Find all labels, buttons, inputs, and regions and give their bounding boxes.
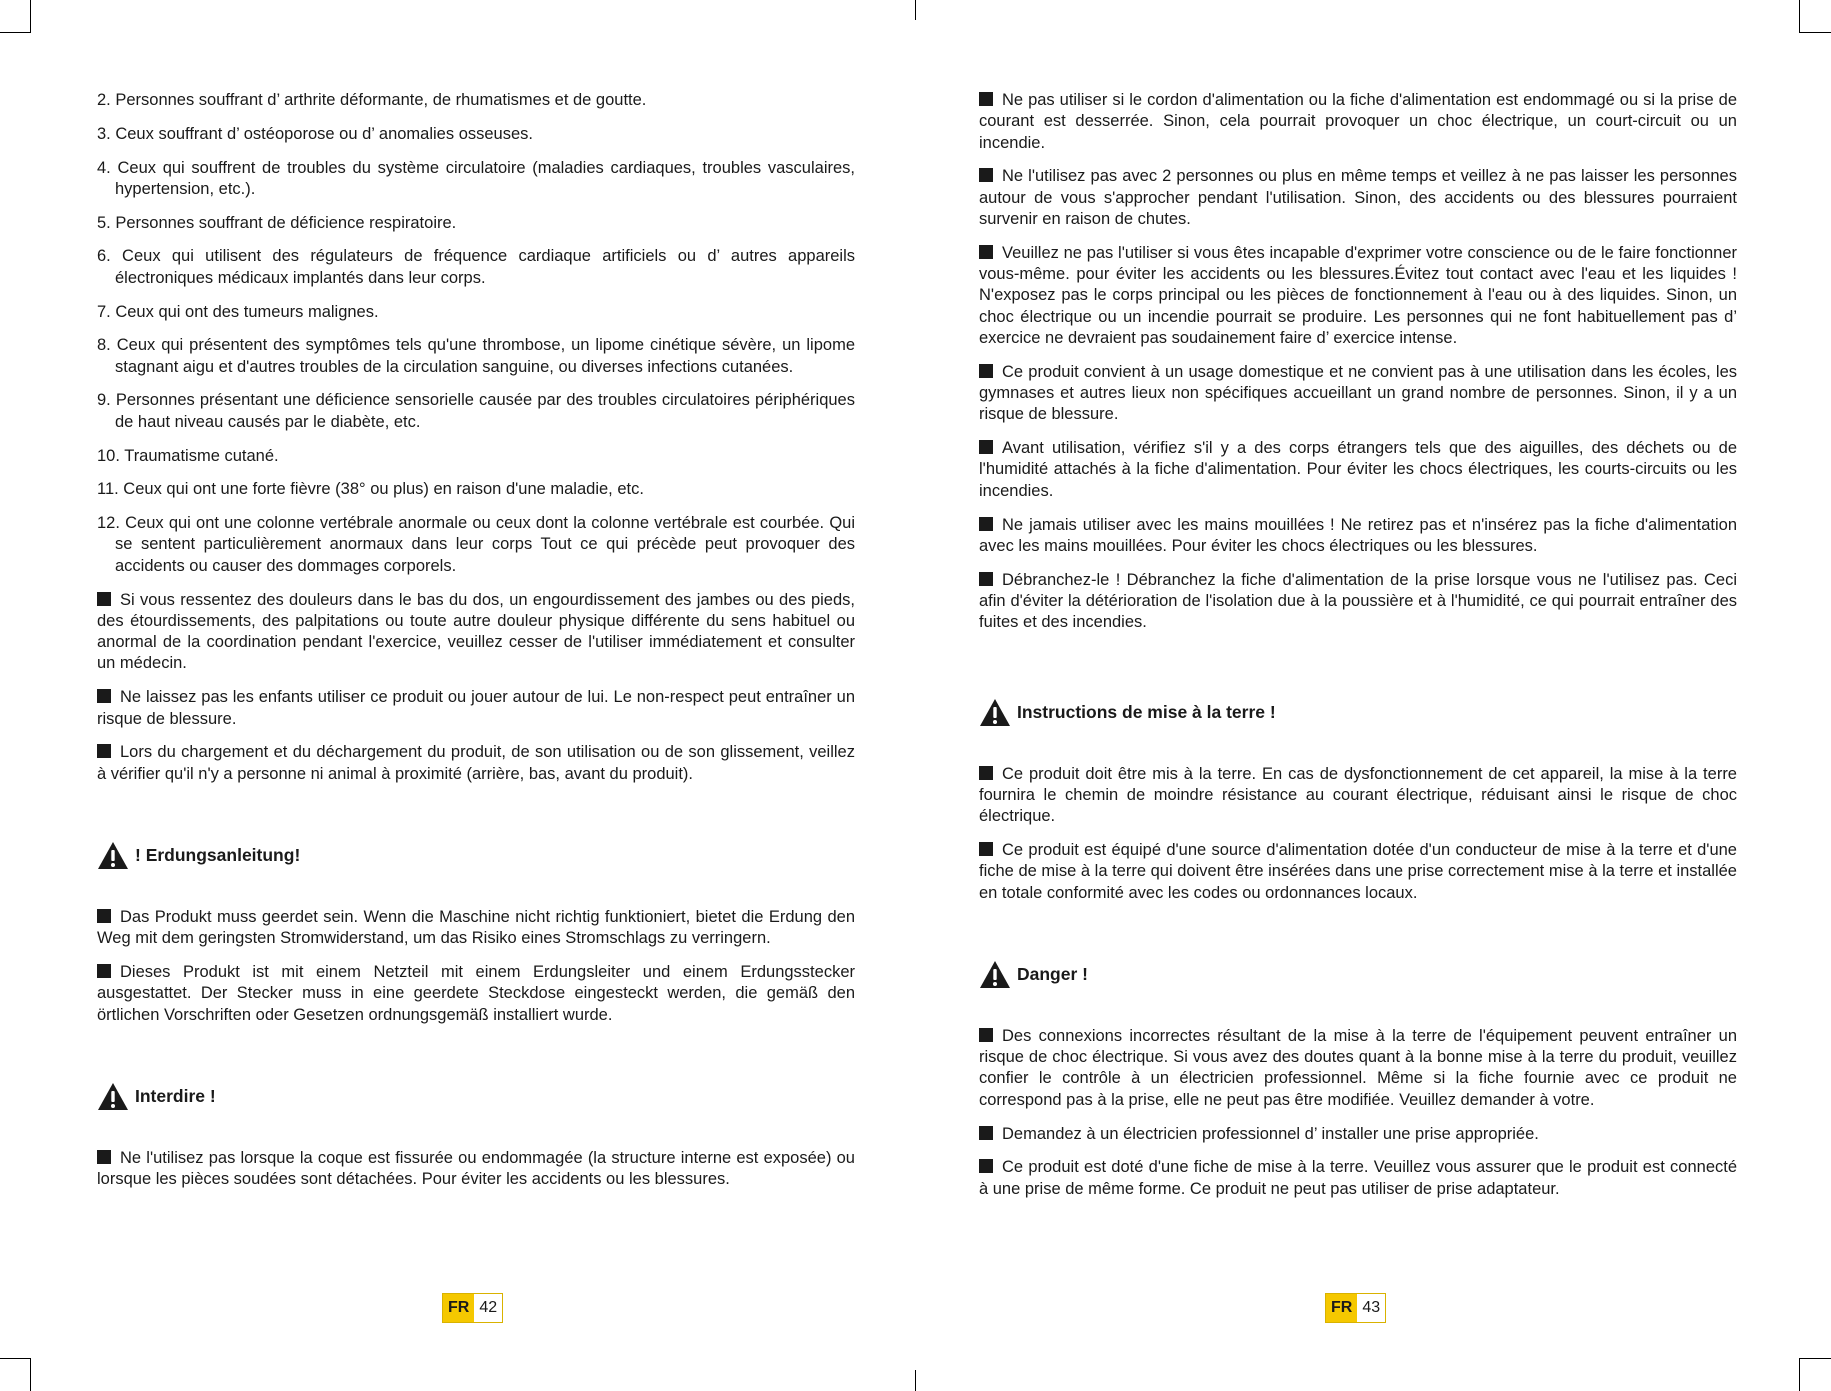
- crop-mark: [1799, 1358, 1831, 1359]
- bullet-paragraph: [97, 590, 855, 675]
- crop-mark: [0, 32, 31, 33]
- bullet-paragraph: [979, 1124, 1737, 1145]
- section-heading-erdung: [97, 841, 855, 871]
- contraindication-list: [97, 90, 855, 577]
- bullet-text: Veuillez ne pas l'utiliser si vous êtes incapable d'exprimer votre conscience ou de le faire fonctionner vous-même. pour éviter les accidents ou les blessures.Évitez tout contact avec l'eau et les liquides ! N'exposez pas le corps principal ou les pièces de fonctionnement à l'eau ou à des liquides. Sinon, un choc électrique ou un incendie pourrait se produire. Les personnes qui ne font habituellement pas d’ exercice ne devraient pas soudainement faire d’ exercice intense.: [979, 243, 1737, 347]
- square-bullet-icon: [979, 1159, 993, 1173]
- bullet-text: Ne pas utiliser si le cordon d'alimentation ou la fiche d'alimentation est endommagé ou si la prise de courant est desserrée. Sinon, cela pourrait provoquer un choc électrique, un court-circuit ou un incendie.: [979, 91, 1737, 152]
- section-heading-danger: [979, 960, 1737, 990]
- warning-triangle-icon: [979, 698, 1011, 727]
- square-bullet-icon: [979, 440, 993, 454]
- square-bullet-icon: [97, 689, 111, 703]
- bullet-text: Si vous ressentez des douleurs dans le bas du dos, un engourdissement des jambes ou des pieds, des étourdissements, des palpitations ou toute autre douleur physique différente du sens habituel ou anormal de la coordination pendant l'exercice, veuillez cesser de l'utiliser immédiatement et consulter un médecin.: [97, 590, 855, 673]
- page-number: 43: [1357, 1294, 1385, 1322]
- list-item: 6. Ceux qui utilisent des régulateurs de fréquence cardiaque artificiels ou d’ autres appareils électroniques médicaux implantés dans leur corps.: [97, 247, 855, 287]
- page-footer-left: [442, 1293, 503, 1323]
- bullet-paragraph: [979, 570, 1737, 634]
- crop-mark: [915, 0, 916, 20]
- list-item: 2. Personnes souffrant d’ arthrite déformante, de rhumatismes et de goutte.: [97, 91, 647, 109]
- bullet-text: Lors du chargement et du déchargement du produit, de son utilisation ou de son glissement, veillez à vérifier qu'il n'y a personne ni animal à proximité (arrière, bas, avant du produit).: [97, 743, 855, 783]
- left-page: [97, 90, 855, 1203]
- bullet-paragraph: [979, 166, 1737, 230]
- section-title: ! Erdungsanleitung!: [135, 845, 301, 866]
- square-bullet-icon: [979, 1126, 993, 1140]
- right-page: [979, 90, 1737, 1212]
- crop-mark: [1799, 0, 1800, 32]
- bullet-text: Ce produit est équipé d'une source d'alimentation dotée d'un conducteur de mise à la terre et d'une fiche de mise à la terre qui doivent être insérées dans une prise correctement mise à la terre et installée en totale conformité avec les codes ou ordonnances locaux.: [979, 840, 1737, 902]
- square-bullet-icon: [979, 766, 993, 780]
- crop-mark: [30, 1358, 31, 1391]
- bullet-paragraph: [97, 1148, 855, 1191]
- bullet-text: Das Produkt muss geerdet sein. Wenn die Maschine nicht richtig funktioniert, bietet die Erdung den Weg mit dem geringsten Stromwiderstand, um das Risiko eines Stromschlags zu verringern.: [97, 907, 855, 948]
- square-bullet-icon: [979, 364, 993, 378]
- bullet-text: Des connexions incorrectes résultant de la mise à la terre de l'équipement peuvent entraîner un risque de choc électrique. Si vous avez des doutes quant à la bonne mise à la terre du produit, veuillez confier le contrôle à un électricien professionnel. Même si la fiche fournie avec ce produit ne correspond pas à la prise, elle ne peut pas être modifiée. Veuillez demander à votre.: [979, 1026, 1737, 1109]
- list-item: 7. Ceux qui ont des tumeurs malignes.: [97, 302, 379, 321]
- square-bullet-icon: [979, 245, 993, 259]
- page-footer-right: [1325, 1293, 1386, 1323]
- section-heading-interdire: [97, 1082, 855, 1112]
- bullet-paragraph: [979, 243, 1737, 349]
- warning-triangle-icon: [97, 1082, 129, 1111]
- crop-mark: [30, 0, 31, 32]
- bullet-text: Ne l'utilisez pas lorsque la coque est fissurée ou endommagée (la structure interne est exposée) ou lorsque les pièces soudées sont détachées. Pour éviter les accidents ou les blessures.: [97, 1148, 855, 1189]
- bullet-text: Avant utilisation, vérifiez s'il y a des corps étrangers tels que des aiguilles, des déchets ou de l'humidité attachés à la fiche d'alimentation. Pour éviter les chocs électriques, les courts-circuits ou les incendies.: [979, 439, 1737, 500]
- square-bullet-icon: [97, 592, 111, 606]
- section-heading-terre: [979, 698, 1737, 728]
- list-item: 5. Personnes souffrant de déficience respiratoire.: [97, 213, 457, 232]
- square-bullet-icon: [97, 1150, 111, 1164]
- square-bullet-icon: [979, 1028, 993, 1042]
- list-item: 4. Ceux qui souffrent de troubles du système circulatoire (maladies cardiaques, troubles vasculaires, hypertension, etc.).: [97, 158, 855, 198]
- bullet-paragraph: [979, 1026, 1737, 1111]
- bullet-paragraph: [979, 840, 1737, 904]
- square-bullet-icon: [979, 842, 993, 856]
- bullet-paragraph: [979, 1157, 1737, 1200]
- page-number: 42: [474, 1294, 502, 1322]
- crop-mark: [0, 1358, 31, 1359]
- bullet-paragraph: [97, 687, 855, 730]
- language-badge: FR: [1326, 1294, 1357, 1322]
- bullet-text: Débranchez-le ! Débranchez la fiche d'alimentation de la prise lorsque vous ne l'utilisez pas. Ceci afin d'éviter la détérioration de l'isolation due à la poussière et à l'humidité, ce qui pourrait entraîner des fuites et des incendies.: [979, 570, 1737, 632]
- square-bullet-icon: [97, 964, 111, 978]
- square-bullet-icon: [97, 909, 111, 923]
- square-bullet-icon: [979, 572, 993, 586]
- crop-mark: [915, 1370, 916, 1391]
- bullet-text: Demandez à un électricien professionnel d’ installer une prise appropriée.: [1002, 1124, 1539, 1143]
- warning-triangle-icon: [979, 960, 1011, 989]
- bullet-paragraph: [979, 90, 1737, 154]
- language-badge: FR: [443, 1294, 474, 1322]
- section-title: Instructions de mise à la terre !: [1017, 702, 1276, 723]
- bullet-paragraph: [979, 438, 1737, 502]
- bullet-text: Ce produit doit être mis à la terre. En cas de dysfonctionnement de cet appareil, la mise à la terre fournira le chemin de moindre résistance au courant électrique, réduisant ainsi le risque de choc électrique.: [979, 764, 1737, 826]
- bullet-text: Ne laissez pas les enfants utiliser ce produit ou jouer autour de lui. Le non-respect peut entraîner un risque de blessure.: [97, 688, 855, 728]
- crop-mark: [1799, 32, 1831, 33]
- list-item: 10. Traumatisme cutané.: [97, 446, 279, 465]
- section-title: Interdire !: [135, 1086, 216, 1107]
- list-item: 9. Personnes présentant une déficience sensorielle causée par des troubles circulatoires périphériques de haut niveau causés par le diabète, etc.: [97, 391, 855, 431]
- bullet-text: Dieses Produkt ist mit einem Netzteil mit einem Erdungsleiter und einem Erdungsstecker ausgestattet. Der Stecker muss in eine geerdete Steckdose eingesteckt werden, die gemäß den örtlichen Vorschriften oder Gesetzen ordnungsgemäß installiert wurde.: [97, 963, 855, 1024]
- bullet-paragraph: [979, 515, 1737, 558]
- bullet-paragraph: [97, 907, 855, 950]
- square-bullet-icon: [979, 168, 993, 182]
- list-item: 11. Ceux qui ont une forte fièvre (38° ou plus) en raison d'une maladie, etc.: [97, 480, 644, 499]
- bullet-text: Ne l'utilisez pas avec 2 personnes ou plus en même temps et veillez à ne pas laisser les personnes autour de vous s'approcher pendant l'utilisation. Sinon, des accidents ou des blessures pourraient survenir en raison de chutes.: [979, 167, 1737, 228]
- section-title: Danger !: [1017, 964, 1088, 985]
- list-item: 12. Ceux qui ont une colonne vertébrale anormale ou ceux dont la colonne vertébrale est courbée. Qui se sentent particulièrement anormaux dans leur corps Tout ce qui précède peut provoquer des accidents ou causer des dommages corporels.: [97, 514, 855, 575]
- square-bullet-icon: [97, 744, 111, 758]
- list-item: 3. Ceux souffrant d’ ostéoporose ou d’ anomalies osseuses.: [97, 124, 533, 143]
- warning-triangle-icon: [97, 841, 129, 870]
- bullet-paragraph: [979, 764, 1737, 828]
- square-bullet-icon: [979, 517, 993, 531]
- bullet-text: Ne jamais utiliser avec les mains mouillées ! Ne retirez pas et n'insérez pas la fiche d'alimentation avec les mains mouillées. Pour éviter les chocs électriques ou les blessures.: [979, 515, 1737, 555]
- square-bullet-icon: [979, 92, 993, 106]
- bullet-paragraph: [97, 962, 855, 1026]
- list-item: 8. Ceux qui présentent des symptômes tels qu'une thrombose, un lipome cinétique sévère, un lipome stagnant aigu et d'autres troubles de la circulation sanguine, ou diverses infections cutanées.: [97, 336, 855, 376]
- bullet-text: Ce produit est doté d'une fiche de mise à la terre. Veuillez vous assurer que le produit est connecté à une prise de même forme. Ce produit ne peut pas utiliser de prise adaptateur.: [979, 1158, 1737, 1198]
- bullet-paragraph: [979, 362, 1737, 426]
- crop-mark: [1799, 1358, 1800, 1391]
- bullet-text: Ce produit convient à un usage domestique et ne convient pas à une utilisation dans les écoles, les gymnases et autres lieux non spécifiques accueillant un grand nombre de personnes. Sinon, il y a un risque de blessure.: [979, 362, 1737, 424]
- bullet-paragraph: [97, 742, 855, 785]
